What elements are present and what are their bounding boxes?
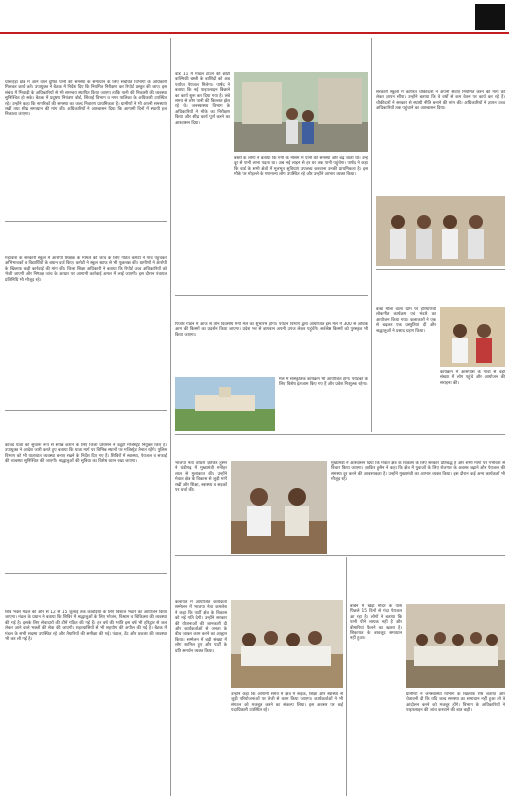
masthead	[0, 0, 509, 34]
meeting-photo	[231, 461, 327, 554]
column-divider	[371, 38, 372, 432]
story-kalayat-body-cont: उन्होंने कहा कि आगामी समय में क्षेत्र में सड़क, शिक्षा और स्वास्थ्य से जुड़ी परियोजनाओं पर तेजी से काम किया जाएगा। कार्यकर्ताओं ने भी संगठन को मजबूत करने का संकल्प लिया। इस अवसर पर कई पदाधिकारी उपस्थित रहे।	[231, 692, 343, 714]
story-mango-body-cont: मेले में सांस्कृतिक कार्यक्रम भी आयोजित होंगे। पर्यटकों के लिए विशेष इंतजाम किए गए हैं और प्रवेश निःशुल्क रहेगा।	[279, 377, 368, 388]
divider	[175, 295, 368, 296]
story-zakir-hussain-body-cont: मुख्यमंत्री ने आश्वासन दिया कि मेवात क्षेत्र के विकास के लिए सरकार प्रतिबद्ध है और सभी मांगों पर गंभीरता से विचार किया जाएगा। ज़ाकिर हुसैन ने कहा कि क्षेत्र में युवाओं के लिए रोजगार के अवसर बढ़ाने और पेयजल की समस्या दूर करने की आवश्यकता है। उन्होंने मुख्यमंत्री का आभार व्यक्त किया। इस दौरान कई अन्य कार्यकर्ता भी मौजूद रहे।	[331, 461, 505, 483]
guards-memorandum-photo	[376, 196, 505, 266]
story-baba-maula-body-cont: कार्यक्रम में आसपास के गांवों से बड़ी संख्या में लोग पहुंचे और आयोजन की सराहना की।	[440, 370, 505, 386]
column-divider	[170, 38, 171, 796]
story-baba-maula-body: बाबा मौला वाला धाम पर हरियाणवी लोकगीत कार्यक्रम एवं भंडारे का आयोजन किया गया। कलाकारों ने एक से बढ़कर एक प्रस्तुतियां दीं और श्रद्धालुओं ने प्रसाद ग्रहण किया।	[376, 307, 436, 334]
kalayat-meeting-photo	[231, 600, 343, 688]
model-town-photo	[234, 72, 368, 152]
story-kanwar-duty-body: कांवड यात्रा को सुचारू रूप से संपन्न कराने के लिए जिला प्रशासन ने ड्यूटी मजिस्ट्रेट नियुक्त किए हैं। उपायुक्त ने आदेश जारी करते हुए बताया कि यात्रा मार्ग पर विभिन्न स्थानों पर मजिस्ट्रेट तैनात रहेंगे। पुलिस विभाग को भी यातायात व्यवस्था बनाए रखने के निर्देश दिए गए हैं। शिविरों में स्वास्थ्य, पेयजल व सफाई की व्यवस्था सुनिश्चित की जाएगी। श्रद्धालुओं की सुविधा का विशेष ध्यान रखा जाएगा।	[5, 443, 167, 465]
story-babain-body-cont: ग्रामीणों ने जनस्वास्थ्य विभाग के खिलाफ रोष जताया और चेतावनी दी कि यदि जल्द समस्या का समाधान नहीं हुआ तो वे आंदोलन करने को मजबूर होंगे। विभाग के अधिकारियों ने पाइपलाइन की जांच करवाने की बात कही।	[406, 692, 505, 714]
story-kalayat-body: कलायत में आयोजित कार्यकर्ता सम्मेलन में भाजपा नेता कमलेश ने कहा कि पार्टी क्षेत्र के विकास को नई गति देगी। उन्होंने सरकार की योजनाओं की जानकारी दी और कार्यकर्ताओं से जनता के बीच जाकर काम करने का आह्वान किया। सम्मेलन में बड़ी संख्या में लोग शामिल हुए और पार्टी के प्रति समर्थन व्यक्त किया।	[175, 600, 227, 654]
story-mahawara-body: महावारा के सरकारी स्कूल में आरोपी शिक्षक के मामले की जांच के लिए गठित कमेटी ने गांव पहुंचकर अभिभावकों व विद्यार्थियों के बयान दर्ज किए। कमेटी ने स्कूल स्टाफ से भी पूछताछ की। ग्रामीणों ने आरोपी के खिलाफ कड़ी कार्रवाई की मांग की। जिला शिक्षा अधिकारी ने बताया कि रिपोर्ट उच्च अधिकारियों को भेजी जाएगी और निष्पक्ष जांच के आधार पर आगामी कार्रवाई अमल में लाई जाएगी। इस दौरान पंचायत प्रतिनिधि भी मौजूद रहे।	[5, 256, 167, 283]
page-number	[475, 4, 505, 30]
story-model-town-body: वार्ड 11 में मॉडल टाउन की छोटी वाल्मिकी बस्ती के बाशिंदों को अब पर्याप्त पेयजल मिलेगा। पार्षद ने बताया कि नई पाइपलाइन बिछाने का कार्य शुरू कर दिया गया है। लंबे समय से लोग पानी की किल्लत झेल रहे थे। जनस्वास्थ्य विभाग के अधिकारियों ने मौके का निरीक्षण किया और शीघ्र कार्य पूर्ण करने का आश्वासन दिया।	[175, 72, 230, 126]
story-mango-body: पिंजौर गार्डन में आज से तीन दिवसीय मैंगो मेले का शुभारंभ होगा। पर्यटन विभाग द्वारा आयोजित इस मेले में 300 से अधिक आम की किस्मों का प्रदर्शन किया जाएगा। प्रदेश भर से बागवान अपनी उपज लेकर पहुंचेंगे। सर्वश्रेष्ठ किस्मों को पुरस्कृत भी किया जाएगा।	[175, 322, 368, 338]
babain-protest-photo	[406, 604, 505, 688]
folk-program-photo	[440, 307, 505, 367]
divider	[5, 573, 167, 574]
story-zakir-hussain-body: भाजपा नेता चौधरी ज़ाकिर हुसैन ने चंडीगढ़ में मुख्यमंत्री मनोहर लाल से मुलाकात की। उन्होंने मेवात क्षेत्र के विकास से जुड़ी मांगें रखीं और शिक्षा, स्वास्थ्य व सड़कों पर चर्चा की।	[175, 461, 227, 494]
divider	[5, 221, 167, 222]
divider	[175, 434, 505, 435]
story-bhandara-body: शिव भक्त मंडल की ओर से 12 से 15 जुलाई तक कांवड़ियों के लिए विशाल भंडारे का आयोजन किया जाएगा। मंडल के प्रधान ने बताया कि शिविर में श्रद्धालुओं के लिए भोजन, विश्राम व चिकित्सा की व्यवस्था की गई है। इसके लिए सेवादारों की टीमें गठित की गई हैं। हर वर्ष की भांति इस वर्ष भी हरिद्वार से जल लेकर आने वाले भक्तों की सेवा की जाएगी। शहरवासियों से भी सहयोग की अपील की गई है। बैठक में मंडल के सभी सदस्य उपस्थित रहे और तैयारियों की समीक्षा की गई। पंडाल, टेंट और प्रकाश की व्यवस्था भी कर ली गई है।	[5, 610, 167, 643]
pinjore-garden-photo	[175, 377, 275, 431]
story-babain-body: बाबैन में खेड़ा मंदिर के पास पिछले 15 दिनों से गंदा पेयजल आ रहा है। लोगों ने बताया कि पानी पीने लायक नहीं है और बीमारियां फैलने का खतरा है। शिकायत के बावजूद समाधान नहीं हुआ।	[350, 604, 402, 642]
story-guards-body: सरकारी स्कूलों में कार्यरत चौकीदारों ने अपनी सेवाएं नियमित करने की मांग को लेकर ज्ञापन सौंपा। उन्होंने बताया कि वे वर्षों से कम वेतन पर कार्य कर रहे हैं। चौकीदारों ने सरकार से स्थायी नीति बनाने की मांग की। अधिकारियों ने ज्ञापन उच्च अधिकारियों तक पहुंचाने का आश्वासन दिया।	[376, 90, 505, 112]
story-dhruhera-body: धारूहेड़ा क्षेत्र में आने वाले दूषित पानी की समस्या के समाधान के लिए संबंधित विभागों के अधिकारी मिलकर कार्य करें। उपायुक्त ने बैठक में निर्देश दिए कि नियमित निरीक्षण कर रिपोर्ट प्रस्तुत की जाए। इस संबंध में भिवाड़ी के अधिकारियों से भी समन्वय स्थापित किया जाएगा ताकि पानी की निकासी की व्यवस्था सुनिश्चित हो सके। बैठक में प्रदूषण नियंत्रण बोर्ड, सिंचाई विभाग व नगर पालिका के अधिकारी उपस्थित रहे। उन्होंने कहा कि नागरिकों की समस्या का जल्द निवारण प्राथमिकता है। ग्रामीणों ने भी अपनी समस्याएं रखीं तथा शीघ्र समाधान की मांग की। अधिकारियों ने आश्वासन दिया कि आगामी दिनों में स्थायी हल निकाला जाएगा।	[5, 80, 167, 118]
column-divider	[346, 557, 347, 796]
divider	[376, 269, 505, 270]
divider	[5, 410, 167, 411]
story-model-town-body-cont: बस्ती के लोगों ने बताया कि गर्मी के मौसम में पानी की समस्या और बढ़ जाती थी। उन्हें दूर से पानी लाना पड़ता था। अब नई लाइन से हर घर तक पानी पहुंचेगा। पार्षद ने कहा कि वार्ड के सभी क्षेत्रों में मूलभूत सुविधाएं उपलब्ध करवाना उनकी प्राथमिकता है। इस मौके पर मोहल्ले के गणमान्य लोग उपस्थित रहे और उन्होंने आभार व्यक्त किया।	[234, 156, 368, 178]
divider	[175, 555, 505, 556]
